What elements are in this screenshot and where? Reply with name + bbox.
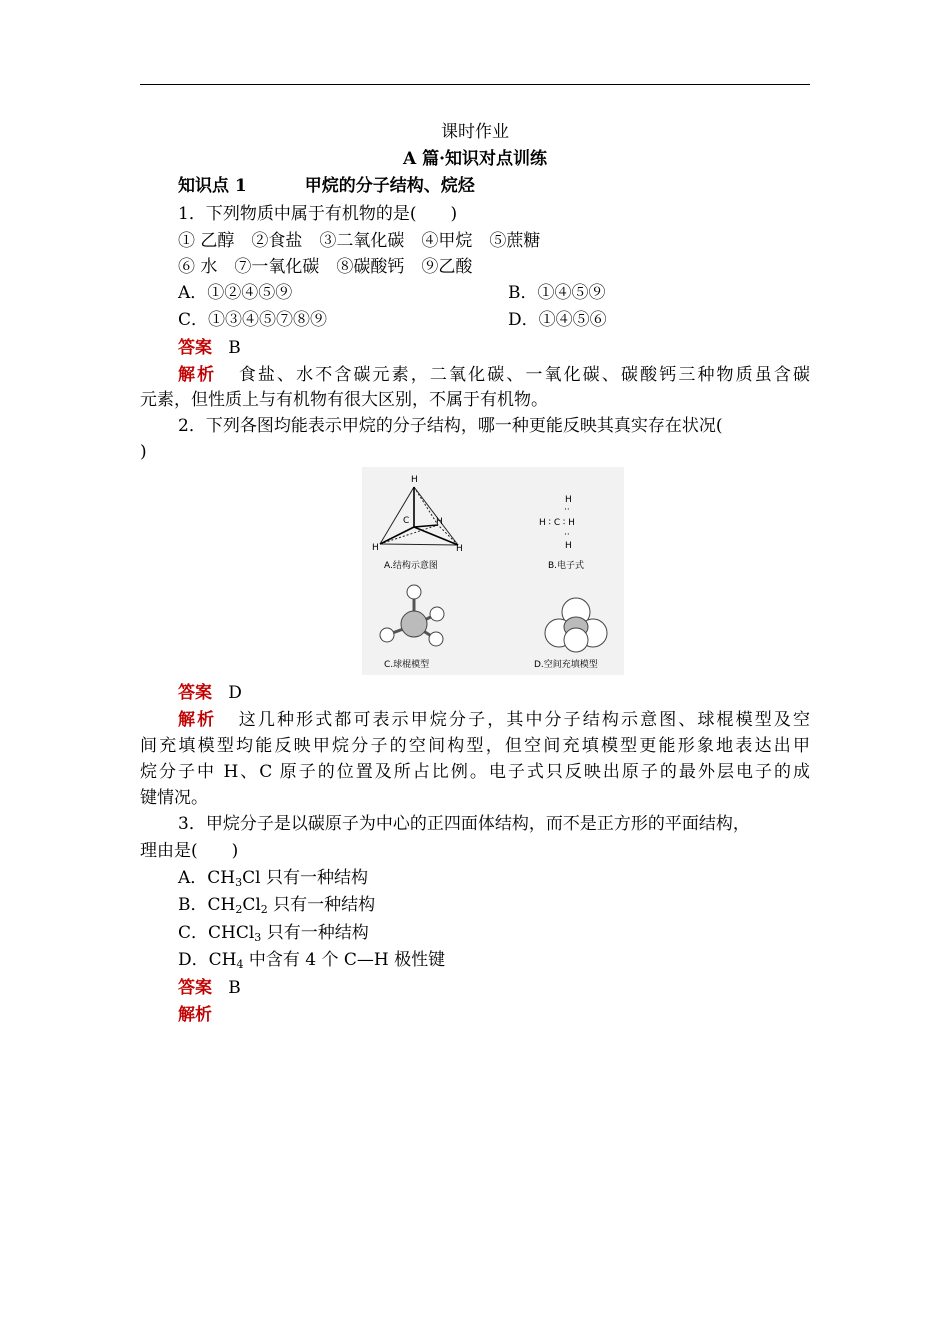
q3-answer-value: B — [228, 978, 241, 998]
q1-answer-label: 答案 — [178, 338, 212, 358]
caption-c: C.球棍模型 — [384, 660, 430, 670]
q3-c-post: 只有一种结构 — [261, 923, 369, 943]
q1-answer-value: B — [228, 338, 241, 358]
q3-a-pre: A．CH — [178, 868, 236, 888]
q1-options-row1 — [178, 281, 810, 305]
topic-label: 知识点 1 — [178, 176, 247, 196]
q1-options-row2 — [178, 308, 810, 332]
q1-items-line2: ⑥ 水 ⑦一氧化碳 ⑧碳酸钙 ⑨乙酸 — [178, 257, 473, 277]
q2-stem-line1: 2．下列各图均能表示甲烷的分子结构，哪一种更能反映其真实存在状况( — [178, 416, 723, 436]
q3-b-pre: B．CH — [178, 895, 236, 915]
q3-stem-line2: 理由是( ) — [140, 841, 239, 861]
q2-analysis-label: 解析 — [178, 710, 217, 730]
label-h-right: H — [456, 544, 463, 554]
eb-dots-bottom: ·· — [564, 530, 570, 540]
q3-a-post: Cl 只有一种结构 — [242, 868, 368, 888]
q2-analysis-line3: 烷分子中 H、C 原子的位置及所占比例。电子式只反映出原子的最外层电子的成 — [140, 762, 810, 782]
q3-c-sub: 3 — [254, 931, 262, 944]
q2-analysis-line1 — [178, 708, 810, 732]
q1-analysis-line1 — [178, 363, 810, 387]
q3-option-d — [178, 948, 810, 972]
q3-b-sub2: 2 — [260, 903, 268, 916]
q2-answer-value: D — [228, 683, 242, 703]
q1-analysis-line2: 元素，但性质上与有机物有很大区别，不属于有机物。 — [140, 390, 548, 410]
q1-stem: 1．下列物质中属于有机物的是( ) — [178, 204, 458, 224]
q3-option-c — [178, 921, 810, 945]
q3-d-pre: D．CH — [178, 950, 237, 970]
q2-analysis-line2: 间充填模型均能反映甲烷分子的空间构型，但空间充填模型更能形象地表达出甲 — [140, 736, 810, 756]
eb-h-bottom: H — [565, 541, 572, 551]
q3-d-sub: 4 — [236, 958, 244, 971]
header-rule — [140, 84, 810, 85]
q1-analysis-text1: 食盐、水不含碳元素，二氧化碳、一氧化碳、碳酸钙三种物质虽含碳 — [238, 365, 811, 385]
q1-items-line1: ① 乙醇 ②食盐 ③二氧化碳 ④甲烷 ⑤蔗糖 — [178, 231, 541, 251]
label-c: C — [403, 516, 410, 526]
q1-analysis-label: 解析 — [178, 365, 217, 385]
methane-figure — [362, 467, 624, 675]
caption-b: B.电子式 — [548, 561, 585, 571]
q3-option-b — [178, 893, 810, 917]
eb-h-top: H — [565, 495, 572, 505]
q3-option-a — [178, 866, 810, 890]
q3-b-sub1: 2 — [235, 903, 243, 916]
caption-d: D.空间充填模型 — [534, 660, 598, 670]
q2-answer — [178, 681, 810, 705]
q1-option-c: C．①③④⑤⑦⑧⑨ — [178, 310, 328, 330]
q2-analysis-text1: 这几种形式都可表示甲烷分子，其中分子结构示意图、球棍模型及空 — [238, 710, 811, 730]
q1-option-b: B．①④⑤⑨ — [508, 283, 606, 303]
q3-answer-label: 答案 — [178, 978, 212, 998]
q3-b-post: 只有一种结构 — [267, 895, 376, 915]
label-h-top: H — [411, 475, 418, 485]
section-title: A 篇·知识对点训练 — [402, 149, 548, 169]
q1-option-d: D．①④⑤⑥ — [508, 310, 607, 330]
q3-a-sub: 3 — [235, 876, 243, 889]
eb-dots-top: ·· — [564, 505, 570, 515]
caption-a: A.结构示意图 — [384, 561, 438, 571]
label-h-left: H — [372, 543, 379, 553]
topic-title: 甲烷的分子结构、烷烃 — [304, 176, 475, 196]
q2-analysis-line4: 键情况。 — [140, 788, 208, 808]
topic-heading — [178, 174, 810, 198]
q3-analysis-label: 解析 — [178, 1005, 212, 1025]
q3-stem-line1: 3．甲烷分子是以碳原子为中心的正四面体结构，而不是正方形的平面结构， — [178, 814, 750, 834]
q3-d-post: 中含有 4 个 C—H 极性键 — [243, 950, 446, 970]
eb-row: H ∶ C ∶ H — [539, 518, 575, 528]
page-title: 课时作业 — [441, 122, 509, 142]
q3-b-mid: Cl — [242, 895, 261, 915]
q3-c-pre: C．CHCl — [178, 923, 255, 943]
q2-stem-line2: ) — [140, 442, 147, 462]
label-h-back: H — [436, 517, 443, 527]
q3-answer — [178, 976, 810, 1000]
q2-answer-label: 答案 — [178, 683, 212, 703]
q1-answer — [178, 336, 810, 360]
q3-analysis — [178, 1003, 810, 1027]
q1-option-a: A．①②④⑤⑨ — [178, 283, 293, 303]
